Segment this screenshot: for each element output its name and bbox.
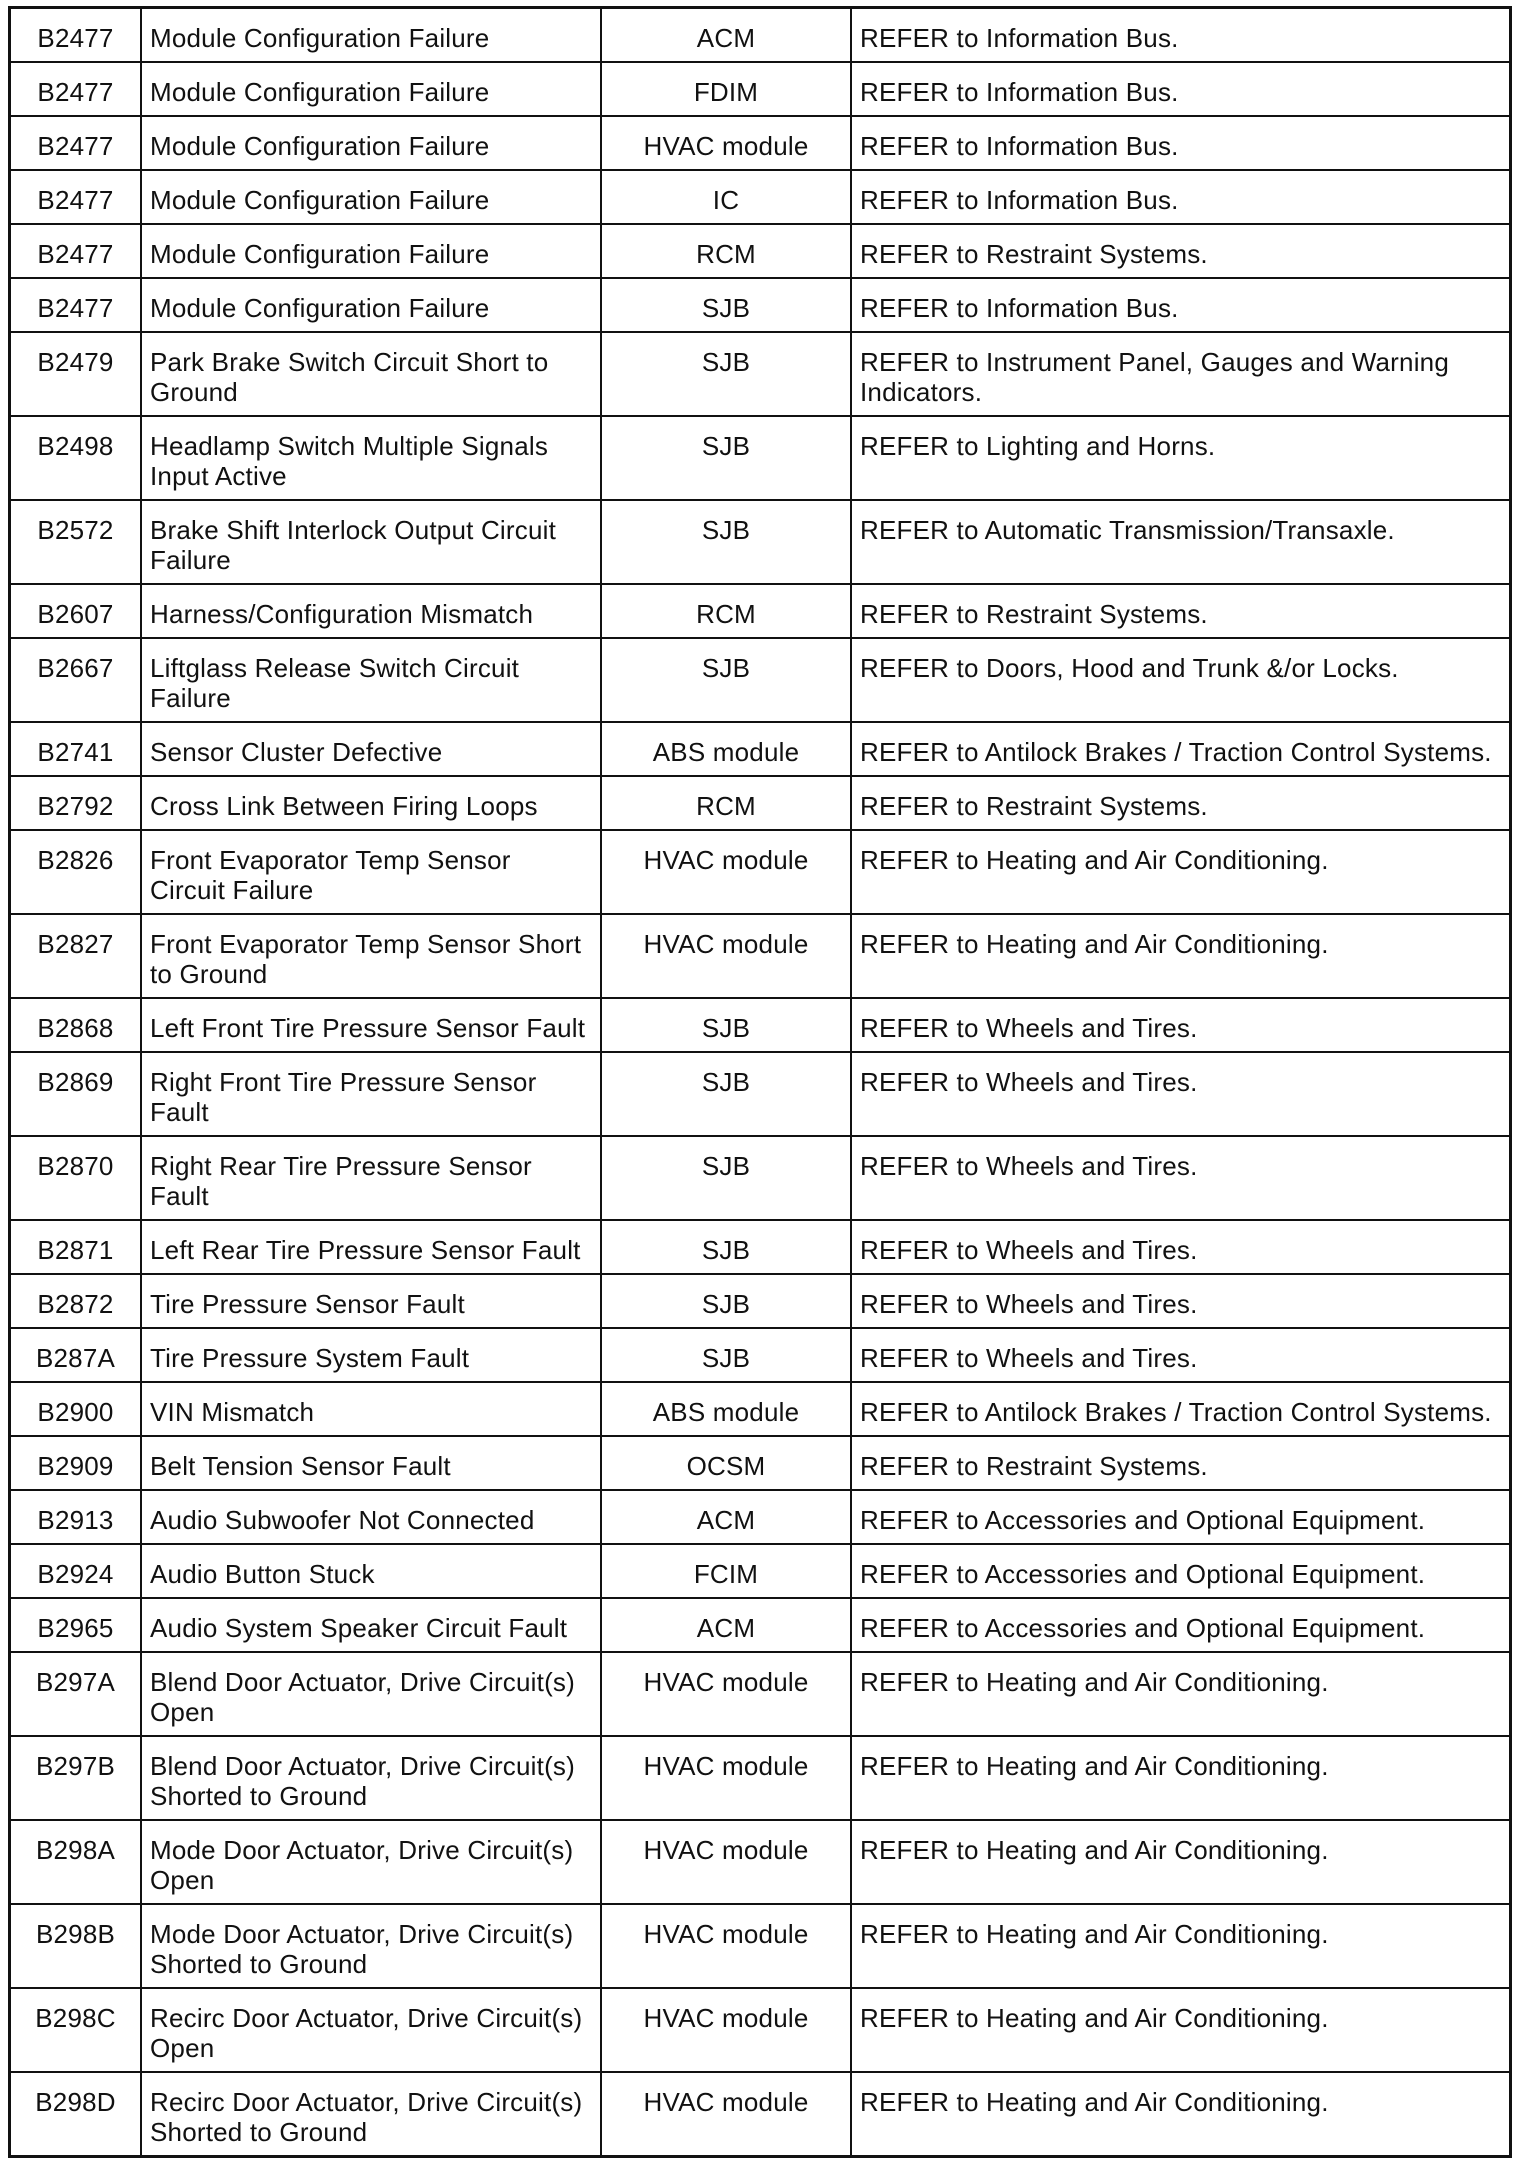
table-row (10, 584, 1511, 638)
dtc-source-module: ABS module (601, 722, 851, 776)
dtc-source-module: SJB (601, 998, 851, 1052)
dtc-source-module: SJB (601, 500, 851, 584)
table-row (10, 500, 1511, 584)
dtc-description: Belt Tension Sensor Fault (141, 1436, 601, 1490)
table-row (10, 638, 1511, 722)
table-row (10, 8, 1511, 63)
dtc-code: B298D (10, 2072, 142, 2157)
dtc-action: REFER to Heating and Air Conditioning. (851, 1820, 1511, 1904)
table-row (10, 1490, 1511, 1544)
dtc-source-module: SJB (601, 1136, 851, 1220)
dtc-code: B298A (10, 1820, 142, 1904)
dtc-source-module: SJB (601, 332, 851, 416)
table-row (10, 2072, 1511, 2157)
dtc-description: VIN Mismatch (141, 1382, 601, 1436)
dtc-description: Module Configuration Failure (141, 278, 601, 332)
dtc-code: B298B (10, 1904, 142, 1988)
dtc-code: B2913 (10, 1490, 142, 1544)
dtc-action: REFER to Wheels and Tires. (851, 1220, 1511, 1274)
dtc-action: REFER to Heating and Air Conditioning. (851, 1652, 1511, 1736)
dtc-code: B2900 (10, 1382, 142, 1436)
table-row (10, 224, 1511, 278)
dtc-description: Front Evaporator Temp Sensor Circuit Failure (141, 830, 601, 914)
dtc-description: Audio Button Stuck (141, 1544, 601, 1598)
table-row (10, 1904, 1511, 1988)
table-row (10, 332, 1511, 416)
dtc-description: Right Front Tire Pressure Sensor Fault (141, 1052, 601, 1136)
dtc-source-module: HVAC module (601, 1988, 851, 2072)
dtc-source-module: ACM (601, 1490, 851, 1544)
dtc-code: B2607 (10, 584, 142, 638)
dtc-action: REFER to Heating and Air Conditioning. (851, 830, 1511, 914)
dtc-code: B298C (10, 1988, 142, 2072)
dtc-description: Harness/Configuration Mismatch (141, 584, 601, 638)
dtc-description: Module Configuration Failure (141, 170, 601, 224)
dtc-action: REFER to Heating and Air Conditioning. (851, 914, 1511, 998)
dtc-action: REFER to Automatic Transmission/Transaxle. (851, 500, 1511, 584)
dtc-source-module: HVAC module (601, 1736, 851, 1820)
table-row (10, 1136, 1511, 1220)
dtc-action: REFER to Wheels and Tires. (851, 1274, 1511, 1328)
table-row (10, 1436, 1511, 1490)
dtc-code: B2477 (10, 224, 142, 278)
dtc-action: REFER to Accessories and Optional Equipment. (851, 1598, 1511, 1652)
dtc-source-module: HVAC module (601, 2072, 851, 2157)
table-row (10, 1274, 1511, 1328)
dtc-action: REFER to Information Bus. (851, 62, 1511, 116)
table-row (10, 998, 1511, 1052)
dtc-source-module: SJB (601, 638, 851, 722)
dtc-source-module: RCM (601, 776, 851, 830)
dtc-description: Blend Door Actuator, Drive Circuit(s) Shorted to Ground (141, 1736, 601, 1820)
dtc-description: Sensor Cluster Defective (141, 722, 601, 776)
dtc-code: B2741 (10, 722, 142, 776)
dtc-source-module: RCM (601, 584, 851, 638)
dtc-action: REFER to Instrument Panel, Gauges and Warning Indicators. (851, 332, 1511, 416)
dtc-source-module: FDIM (601, 62, 851, 116)
dtc-action: REFER to Restraint Systems. (851, 224, 1511, 278)
dtc-description: Mode Door Actuator, Drive Circuit(s) Shorted to Ground (141, 1904, 601, 1988)
dtc-code: B2909 (10, 1436, 142, 1490)
dtc-description: Front Evaporator Temp Sensor Short to Ground (141, 914, 601, 998)
dtc-description: Liftglass Release Switch Circuit Failure (141, 638, 601, 722)
dtc-source-module: HVAC module (601, 914, 851, 998)
dtc-code: B2869 (10, 1052, 142, 1136)
dtc-action: REFER to Doors, Hood and Trunk &/or Locks. (851, 638, 1511, 722)
dtc-source-module: SJB (601, 1274, 851, 1328)
dtc-description: Right Rear Tire Pressure Sensor Fault (141, 1136, 601, 1220)
dtc-description: Audio Subwoofer Not Connected (141, 1490, 601, 1544)
table-row (10, 1652, 1511, 1736)
dtc-code: B2477 (10, 170, 142, 224)
dtc-action: REFER to Wheels and Tires. (851, 1052, 1511, 1136)
dtc-source-module: ABS module (601, 1382, 851, 1436)
dtc-action: REFER to Antilock Brakes / Traction Control Systems. (851, 1382, 1511, 1436)
dtc-description: Cross Link Between Firing Loops (141, 776, 601, 830)
dtc-action: REFER to Accessories and Optional Equipment. (851, 1490, 1511, 1544)
table-row (10, 1382, 1511, 1436)
table-row (10, 1052, 1511, 1136)
table-row (10, 1328, 1511, 1382)
table-row (10, 722, 1511, 776)
dtc-source-module: SJB (601, 278, 851, 332)
dtc-source-module: OCSM (601, 1436, 851, 1490)
dtc-action: REFER to Restraint Systems. (851, 1436, 1511, 1490)
table-row (10, 278, 1511, 332)
dtc-source-module: HVAC module (601, 1652, 851, 1736)
table-row (10, 416, 1511, 500)
table-row (10, 1598, 1511, 1652)
dtc-description: Module Configuration Failure (141, 62, 601, 116)
dtc-code: B2868 (10, 998, 142, 1052)
dtc-code: B2870 (10, 1136, 142, 1220)
dtc-action: REFER to Information Bus. (851, 170, 1511, 224)
dtc-action: REFER to Heating and Air Conditioning. (851, 1736, 1511, 1820)
dtc-source-module: SJB (601, 1328, 851, 1382)
dtc-code: B2572 (10, 500, 142, 584)
dtc-source-module: IC (601, 170, 851, 224)
dtc-description: Blend Door Actuator, Drive Circuit(s) Open (141, 1652, 601, 1736)
dtc-action: REFER to Heating and Air Conditioning. (851, 1904, 1511, 1988)
dtc-source-module: HVAC module (601, 1904, 851, 1988)
dtc-source-module: RCM (601, 224, 851, 278)
dtc-description: Module Configuration Failure (141, 8, 601, 63)
dtc-code: B2827 (10, 914, 142, 998)
dtc-action: REFER to Heating and Air Conditioning. (851, 2072, 1511, 2157)
dtc-description: Left Rear Tire Pressure Sensor Fault (141, 1220, 601, 1274)
dtc-action: REFER to Accessories and Optional Equipment. (851, 1544, 1511, 1598)
dtc-action: REFER to Lighting and Horns. (851, 416, 1511, 500)
table-row (10, 1736, 1511, 1820)
dtc-action: REFER to Information Bus. (851, 8, 1511, 63)
dtc-code: B2477 (10, 8, 142, 63)
dtc-source-module: HVAC module (601, 830, 851, 914)
dtc-description: Tire Pressure Sensor Fault (141, 1274, 601, 1328)
table-row (10, 1988, 1511, 2072)
dtc-source-module: HVAC module (601, 116, 851, 170)
dtc-description: Recirc Door Actuator, Drive Circuit(s) Shorted to Ground (141, 2072, 601, 2157)
dtc-action: REFER to Information Bus. (851, 116, 1511, 170)
dtc-action: REFER to Restraint Systems. (851, 584, 1511, 638)
dtc-description: Tire Pressure System Fault (141, 1328, 601, 1382)
dtc-source-module: SJB (601, 416, 851, 500)
table-row (10, 1544, 1511, 1598)
dtc-description: Recirc Door Actuator, Drive Circuit(s) Open (141, 1988, 601, 2072)
dtc-code: B297B (10, 1736, 142, 1820)
table-row (10, 776, 1511, 830)
dtc-action: REFER to Heating and Air Conditioning. (851, 1988, 1511, 2072)
dtc-description: Headlamp Switch Multiple Signals Input Active (141, 416, 601, 500)
dtc-code: B297A (10, 1652, 142, 1736)
dtc-code: B2965 (10, 1598, 142, 1652)
dtc-source-module: ACM (601, 1598, 851, 1652)
dtc-code: B2477 (10, 116, 142, 170)
dtc-action: REFER to Information Bus. (851, 278, 1511, 332)
dtc-table-body (10, 8, 1511, 2157)
dtc-source-module: ACM (601, 8, 851, 63)
dtc-description: Brake Shift Interlock Output Circuit Failure (141, 500, 601, 584)
dtc-code: B2872 (10, 1274, 142, 1328)
dtc-action: REFER to Wheels and Tires. (851, 998, 1511, 1052)
dtc-code: B2477 (10, 278, 142, 332)
table-row (10, 170, 1511, 224)
dtc-code: B2477 (10, 62, 142, 116)
dtc-action: REFER to Wheels and Tires. (851, 1328, 1511, 1382)
dtc-source-module: SJB (601, 1220, 851, 1274)
dtc-action: REFER to Antilock Brakes / Traction Control Systems. (851, 722, 1511, 776)
table-row (10, 830, 1511, 914)
dtc-code: B2667 (10, 638, 142, 722)
table-row (10, 1820, 1511, 1904)
dtc-code: B2871 (10, 1220, 142, 1274)
dtc-code: B2924 (10, 1544, 142, 1598)
dtc-description: Module Configuration Failure (141, 224, 601, 278)
dtc-code: B287A (10, 1328, 142, 1382)
dtc-source-module: FCIM (601, 1544, 851, 1598)
dtc-table (8, 6, 1512, 2158)
table-row (10, 914, 1511, 998)
table-row (10, 62, 1511, 116)
dtc-code: B2479 (10, 332, 142, 416)
dtc-description: Left Front Tire Pressure Sensor Fault (141, 998, 601, 1052)
dtc-code: B2498 (10, 416, 142, 500)
dtc-source-module: SJB (601, 1052, 851, 1136)
dtc-source-module: HVAC module (601, 1820, 851, 1904)
dtc-description: Mode Door Actuator, Drive Circuit(s) Open (141, 1820, 601, 1904)
dtc-action: REFER to Restraint Systems. (851, 776, 1511, 830)
dtc-code: B2826 (10, 830, 142, 914)
dtc-description: Park Brake Switch Circuit Short to Ground (141, 332, 601, 416)
table-row (10, 1220, 1511, 1274)
dtc-description: Module Configuration Failure (141, 116, 601, 170)
table-row (10, 116, 1511, 170)
dtc-action: REFER to Wheels and Tires. (851, 1136, 1511, 1220)
dtc-code: B2792 (10, 776, 142, 830)
dtc-description: Audio System Speaker Circuit Fault (141, 1598, 601, 1652)
